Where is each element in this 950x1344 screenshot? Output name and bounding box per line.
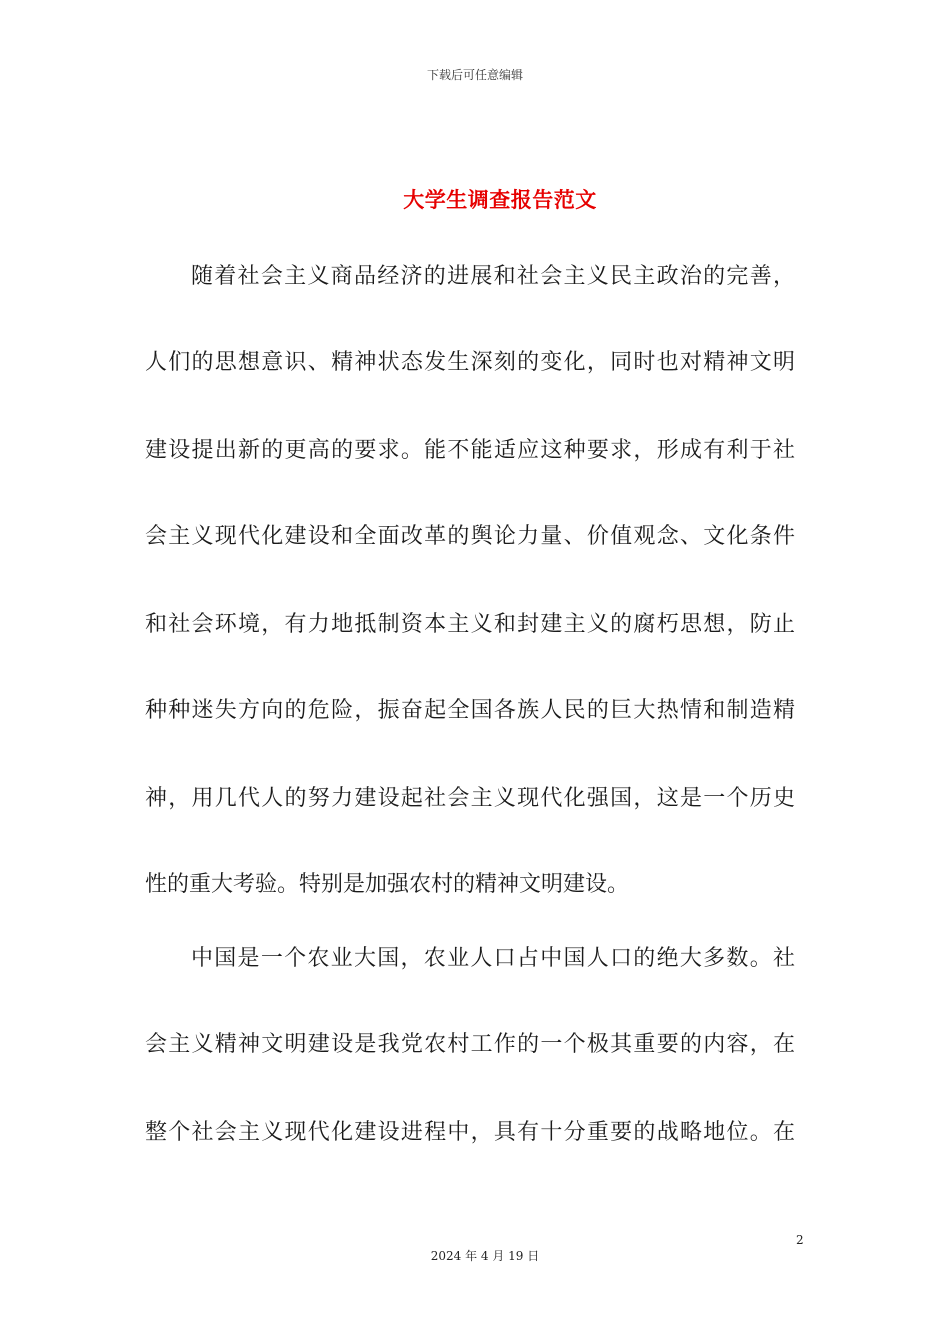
footer-date: 2024 年 4 月 19 日 [430, 1249, 540, 1263]
paragraph-line: 会主义精神文明建设是我党农村工作的一个极其重要的内容，在 [145, 1032, 795, 1057]
page-number: 2 [796, 1233, 804, 1247]
paragraph-line: 会主义现代化建设和全面改革的舆论力量、价值观念、文化条件 [145, 524, 795, 549]
document-title: 大学生调查报告范文 [403, 188, 597, 212]
header-note: 下载后可任意编辑 [426, 68, 523, 82]
paragraph-line: 随着社会主义商品经济的进展和社会主义民主政治的完善， [191, 264, 795, 289]
paragraph-line: 整个社会主义现代化建设进程中，具有十分重要的战略地位。在 [145, 1120, 795, 1145]
paragraph-line: 性的重大考验。特别是加强农村的精神文明建设。 [145, 872, 630, 897]
paragraph-line: 人们的思想意识、精神状态发生深刻的变化，同时也对精神文明 [145, 350, 795, 375]
paragraph-line: 种种迷失方向的危险，振奋起全国各族人民的巨大热情和制造精 [145, 698, 795, 723]
paragraph-line: 中国是一个农业大国，农业人口占中国人口的绝大多数。社 [191, 946, 795, 971]
paragraph-line: 和社会环境，有力地抵制资本主义和封建主义的腐朽思想，防止 [145, 612, 795, 637]
paragraph-line: 建设提出新的更高的要求。能不能适应这种要求，形成有利于社 [145, 438, 795, 463]
paragraph-line: 神，用几代人的努力建设起社会主义现代化强国，这是一个历史 [145, 786, 795, 811]
